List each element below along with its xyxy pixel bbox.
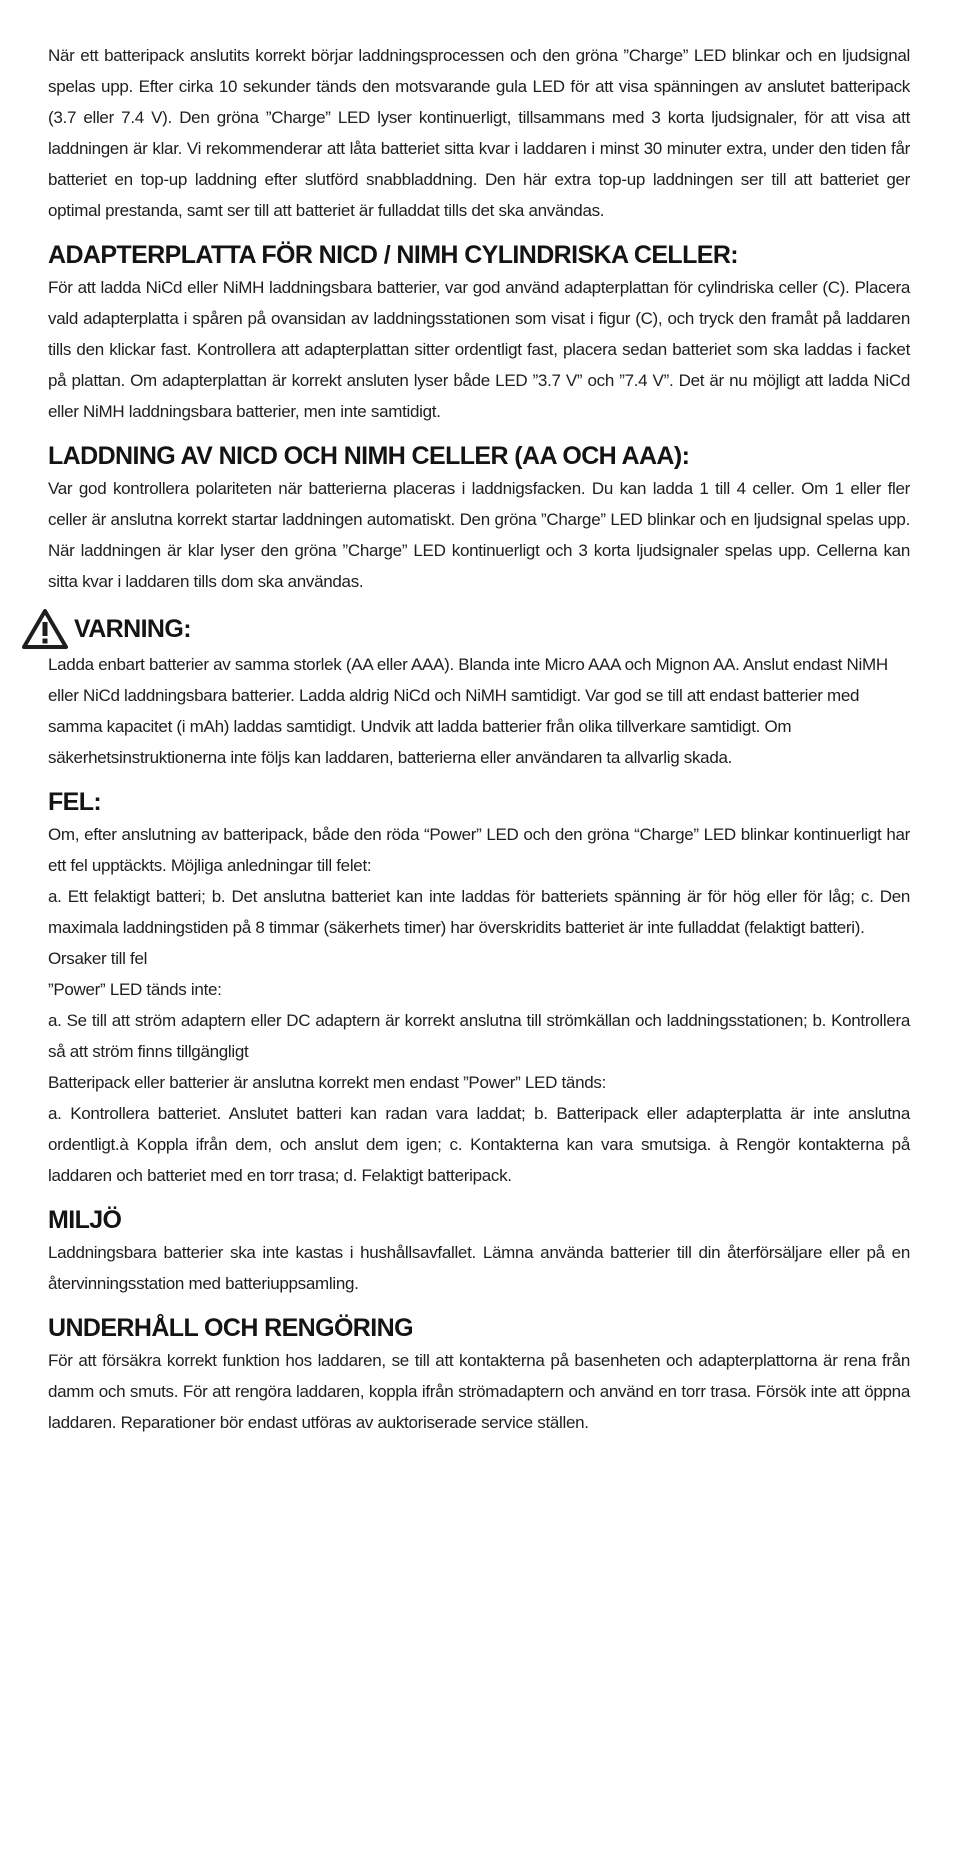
adapter-heading: ADAPTERPLATTA FÖR NICD / NIMH CYLINDRISKA CELLER: [48,241,739,269]
charging-paragraph: Var god kontrollera polariteten när batterierna placeras i laddnigsfacken. Du kan ladda 1 till 4 celler. Om 1 eller fler celler är anslutna korrekt startar laddningen automatiskt. Den gröna ”Charge” LED blinkar och en ljudsignal spelas upp. När laddningen är klar lyser den gröna ”Charge” LED kontinuerligt och 3 korta ljudsignaler spelas upp. Cellerna kan sitta kvar i laddaren tills dom ska användas. [48,479,910,591]
fel-line: Om, efter anslutning av batteripack, både den röda “Power” LED och den gröna “Charge” LED blinkar kontinuerligt har ett fel upptäckts. Möjliga anledningar till felet: [48,825,910,875]
warning-paragraph: Ladda enbart batterier av samma storlek (AA eller AAA). Blanda inte Micro AAA och Mignon AA. Anslut endast NiMH eller NiCd laddningsbara batterier. Ladda aldrig NiCd och NiMH samtidigt. Var god se till att endast batterier med samma kapacitet (i mAh) laddas samtidigt. Undvik att ladda batterier från olika tillverkare samtidigt. Om säkerhetsinstruktionerna inte följs kan laddaren, batterierna eller användaren ta allvarlig skada. [48,655,888,767]
fel-line: a. Kontrollera batteriet. Anslutet batteri kan radan vara laddat; b. Batteripack eller adapterplatta är inte anslutna ordentligt.à Koppla ifrån dem, och anslut dem igen; c. Kontakterna kan vara smutsiga. à Rengör kontakterna på laddaren och batteriet med en torr trasa; d. Felaktigt batteripack. [48,1104,910,1185]
fel-line: a. Se till att ström adaptern eller DC adaptern är korrekt anslutna till strömkällan och laddningsstationen; b. Kontrollera så att ström finns tillgängligt [48,1011,910,1061]
fel-line: Batteripack eller batterier är anslutna korrekt men endast ”Power” LED tänds: [48,1073,607,1092]
charging-section [48,439,910,597]
miljo-section [48,1203,910,1299]
intro-paragraph: När ett batteripack anslutits korrekt börjar laddningsprocessen och den gröna ”Charge” LED blinkar och en ljudsignal spelas upp. Efter cirka 10 sekunder tänds den motsvarande gula LED för att visa spänningen av anslutet batteripack (3.7 eller 7.4 V). Den gröna ”Charge” LED lyser kontinuerligt, tillsammans med 3 korta ljudsignaler, för att visa att laddningen är klar. Vi rekommenderar att låta batteriet sitta kvar i laddaren i minst 30 minuter extra, under den tiden får batteriet en top-up laddning efter slutförd snabbladdning. Den här extra top-up laddningen ser till att batteriet ger optimal prestanda, samt ser till att batteriet är fulladdat tills det ska användas. [48,46,910,220]
underhall-section [48,1311,910,1438]
underhall-paragraph: För att försäkra korrekt funktion hos laddaren, se till att kontakterna på basenheten och adapterplattorna är rena från damm och smuts. För att rengöra laddaren, koppla ifrån strömadaptern och använd en torr trasa. Försök inte att öppna laddaren. Reparationer bör endast utföras av auktoriserade service ställen. [48,1351,910,1432]
document-page [48,40,910,1438]
adapter-paragraph: För att ladda NiCd eller NiMH laddningsbara batterier, var god använd adapterplattan för cylindriska celler (C). Placera vald adapterplatta i spåren på ovansidan av laddningsstationen som visat i figur (C), och tryck den framåt på laddaren tills den klickar fast. Kontrollera att adapterplattan sitter ordentligt fast, placera sedan batteriet som ska laddas i facket på plattan. Om adapterplattan är korrekt ansluten lyser både LED ”3.7 V” och ”7.4 V”. Det är nu möjligt att ladda NiCd eller NiMH laddningsbara batterier, men inte samtidigt. [48,278,910,421]
fel-heading: FEL: [48,788,102,816]
underhall-heading: UNDERHÅLL OCH RENGÖRING [48,1314,413,1342]
warning-heading-row [22,609,910,649]
warning-heading: VARNING: [74,615,191,643]
adapter-section [48,238,910,427]
warning-section [48,609,910,773]
intro-section [48,40,910,226]
fel-line: Orsaker till fel [48,949,148,968]
fel-line: a. Ett felaktigt batteri; b. Det anslutna batteriet kan inte laddas för batteriets spänning är för hög eller för låg; c. Den maximala laddningstiden på 8 timmar (säkerhets timer) har överskridits batteriet är inte fulladdat (felaktigt batteri). [48,887,910,937]
charging-heading: LADDNING AV NICD OCH NIMH CELLER (AA OCH AAA): [48,442,690,470]
warning-triangle-icon [22,609,68,649]
miljo-paragraph: Laddningsbara batterier ska inte kastas i hushållsavfallet. Lämna använda batterier till din återförsäljare eller på en återvinningsstation med batteriuppsamling. [48,1243,910,1293]
fel-line: ”Power” LED tänds inte: [48,980,222,999]
fel-section [48,785,910,1191]
miljo-heading: MILJÖ [48,1206,122,1234]
